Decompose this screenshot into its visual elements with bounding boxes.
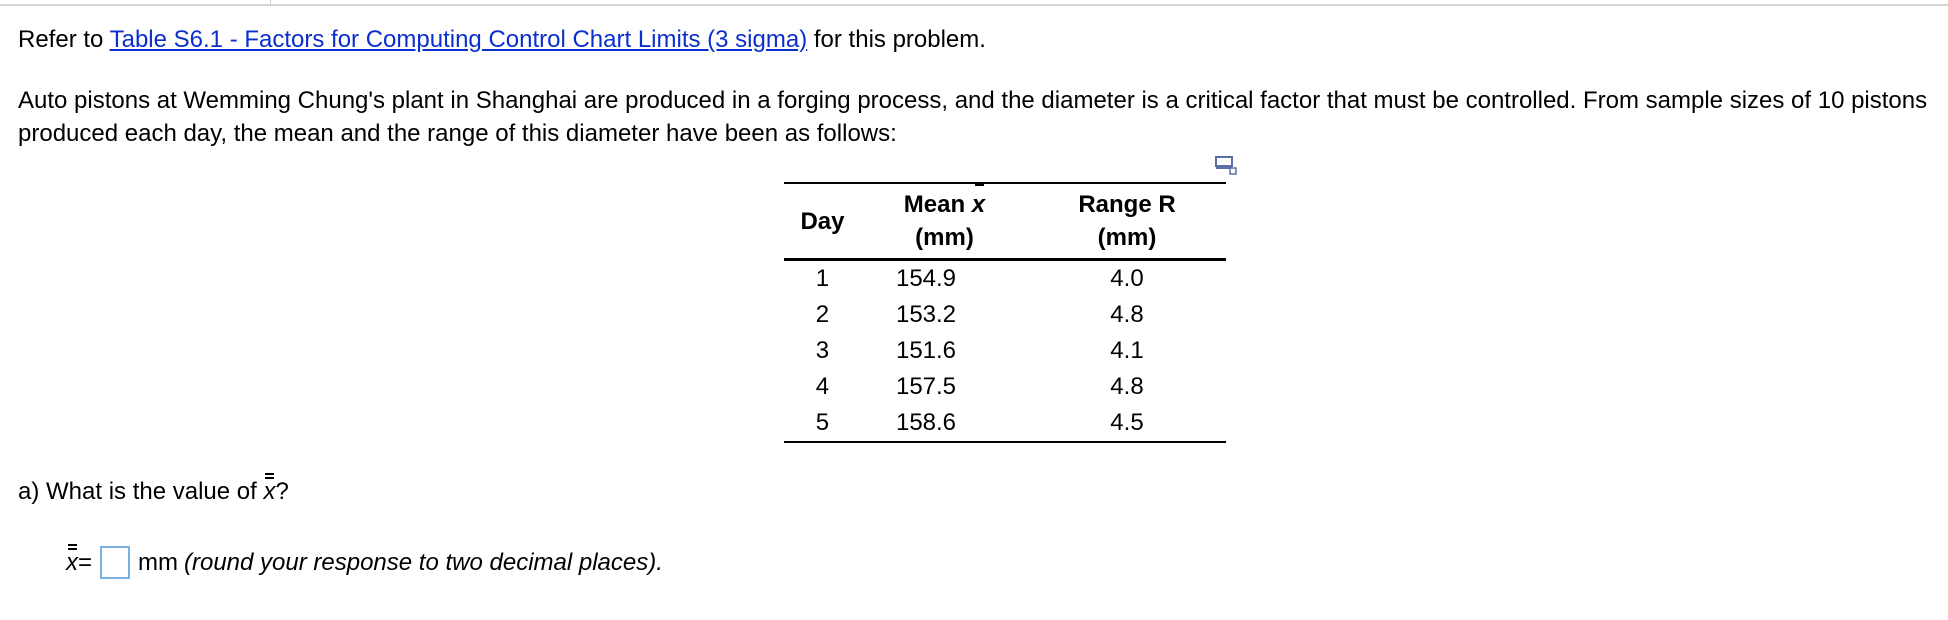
problem-statement: Auto pistons at Wemming Chung's plant in Shanghai are produced in a forging process, and the diameter is a critical factor that must be controlled. From sample sizes of 10 pistons produced each day, the mean and the range of this diameter have been as follows: — [18, 87, 1928, 147]
cell-day: 3 — [815, 337, 830, 364]
header-mean-xbar: x — [972, 188, 985, 221]
answer-a-xdoublebar: x — [66, 548, 78, 576]
answer-a-input[interactable] — [100, 546, 130, 579]
cell-mean: 153.2 — [895, 301, 957, 328]
piston-data-table — [784, 182, 1226, 443]
intro-suffix: for this problem. — [807, 26, 986, 53]
intro-line — [18, 26, 986, 54]
cell-day: 2 — [815, 301, 830, 328]
cell-range: 4.1 — [1110, 337, 1144, 364]
question-a-xdoublebar: x — [263, 478, 276, 505]
intro-prefix: Refer to — [18, 26, 110, 53]
cell-mean: 157.5 — [895, 373, 957, 400]
table-header-row — [784, 183, 1226, 260]
answer-a-row — [66, 546, 663, 579]
cell-range: 4.5 — [1110, 409, 1144, 436]
print-icon[interactable] — [1214, 155, 1238, 175]
cell-day: 4 — [815, 373, 830, 400]
answer-a-unit: mm — [138, 548, 178, 576]
table-row — [784, 297, 1226, 333]
header-mean — [861, 183, 1028, 260]
cell-range: 4.0 — [1110, 265, 1144, 292]
header-mean-unit: (mm) — [915, 224, 974, 251]
header-range — [1028, 183, 1226, 260]
top-divider-tick — [270, 0, 271, 5]
question-a — [18, 478, 289, 506]
cell-day: 1 — [815, 265, 830, 292]
header-day: Day — [800, 207, 845, 235]
answer-a-equals: = — [78, 548, 93, 576]
table-s6-1-link[interactable]: Table S6.1 - Factors for Computing Control Chart Limits (3 sigma) — [109, 26, 808, 53]
cell-mean: 154.9 — [895, 265, 957, 292]
table-row — [784, 260, 1226, 298]
top-divider — [0, 4, 1948, 6]
answer-a-hint: (round your response to two decimal places). — [184, 548, 663, 576]
cell-range: 4.8 — [1110, 301, 1144, 328]
header-mean-prefix: Mean — [903, 191, 972, 218]
cell-mean: 151.6 — [895, 337, 957, 364]
question-a-prefix: a) What is the value of — [18, 478, 264, 505]
cell-day: 5 — [815, 409, 830, 436]
header-range-unit: (mm) — [1097, 224, 1157, 251]
header-range-label: Range R — [1078, 191, 1176, 218]
question-a-suffix: ? — [275, 478, 289, 505]
table-row — [784, 405, 1226, 442]
cell-range: 4.8 — [1110, 373, 1144, 400]
table-row — [784, 369, 1226, 405]
table-row — [784, 333, 1226, 369]
cell-mean: 158.6 — [895, 409, 957, 436]
